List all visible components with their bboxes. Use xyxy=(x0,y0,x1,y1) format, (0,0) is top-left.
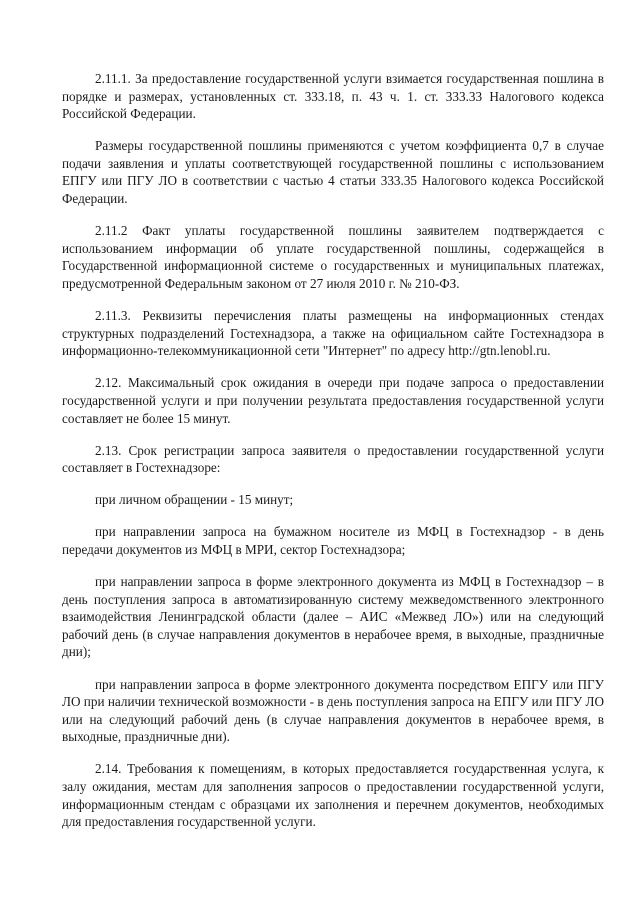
paragraph-2-11-1: 2.11.1. За предоставление государственной услуги взимается государственная пошлина в порядке и размерах, установленных ст. 333.18, п. 43 ч. 1. ст. 333.33 Налогового кодекса Российской Федерации. xyxy=(62,71,604,122)
document-body xyxy=(62,70,604,845)
paragraph-electronic-request-epgu: при направлении запроса в форме электронного документа посредством ЕПГУ или ПГУ ЛО при наличии технической возможности - в день поступления запроса на ЕПГУ или ПГУ ЛО или на следующий рабочий день (в случае направления документов в нерабочее время, в выходные, праздничные дни). xyxy=(62,676,604,745)
paragraph-personal-visit: при личном обращении - 15 минут; xyxy=(95,492,294,508)
paragraph-electronic-request-mfc: при направлении запроса в форме электронного документа из МФЦ в Гостехнадзор – в день поступления запроса в автоматизированную систему межведомственного электронного взаимодействия Ленинградской области (далее – АИС «Межвед ЛО») или на следующий рабочий день (в случае направления документов в нерабочее время, в выходные, праздничные дни); xyxy=(62,574,604,660)
paragraph-paper-request-mfc: при направлении запроса на бумажном носителе из МФЦ в Гостехнадзор - в день передачи документов из МФЦ в МРИ, сектор Гостехнадзора; xyxy=(62,524,604,557)
paragraph-2-13: 2.13. Срок регистрации запроса заявителя о предоставлении государственной услуги составляет в Гостехнадзоре: xyxy=(62,442,604,476)
paragraph-2-12: 2.12. Максимальный срок ожидания в очереди при подаче запроса о предоставлении государственной услуги и при получении результата предоставления государственной услуги составляет не более 15 минут. xyxy=(62,375,604,426)
paragraph-duty-coefficient: Размеры государственной пошлины применяются с учетом коэффициента 0,7 в случае подачи заявления и уплаты соответствующей государственной пошлины с использованием ЕПГУ или ПГУ ЛО в соответствии с частью 4 статьи 333.35 Налогового кодекса Российской Федерации. xyxy=(62,138,604,207)
paragraph-2-11-3: 2.11.3. Реквизиты перечисления платы размещены на информационных стендах структурных подразделений Гостехнадзора, а также на официальном сайте Гостехнадзора в информационно-телекоммуникационной сети "Интернет" по адресу http://gtn.lenobl.ru. xyxy=(62,308,604,359)
paragraph-2-14: 2.14. Требования к помещениям, в которых предоставляется государственная услуга, к залу ожидания, местам для заполнения запросов о предоставлении государственной услуги, информационным стендам с образцами их заполнения и перечнем документов, необходимых для предоставления государственной услуги. xyxy=(62,761,604,830)
paragraph-2-11-2: 2.11.2 Факт уплаты государственной пошлины заявителем подтверждается с использованием информации об уплате государственной пошлины, содержащейся в Государственной информационной системе о государственных и муниципальных платежах, предусмотренной Федеральным законом от 27 июля 2010 г. № 210-ФЗ. xyxy=(62,223,604,291)
